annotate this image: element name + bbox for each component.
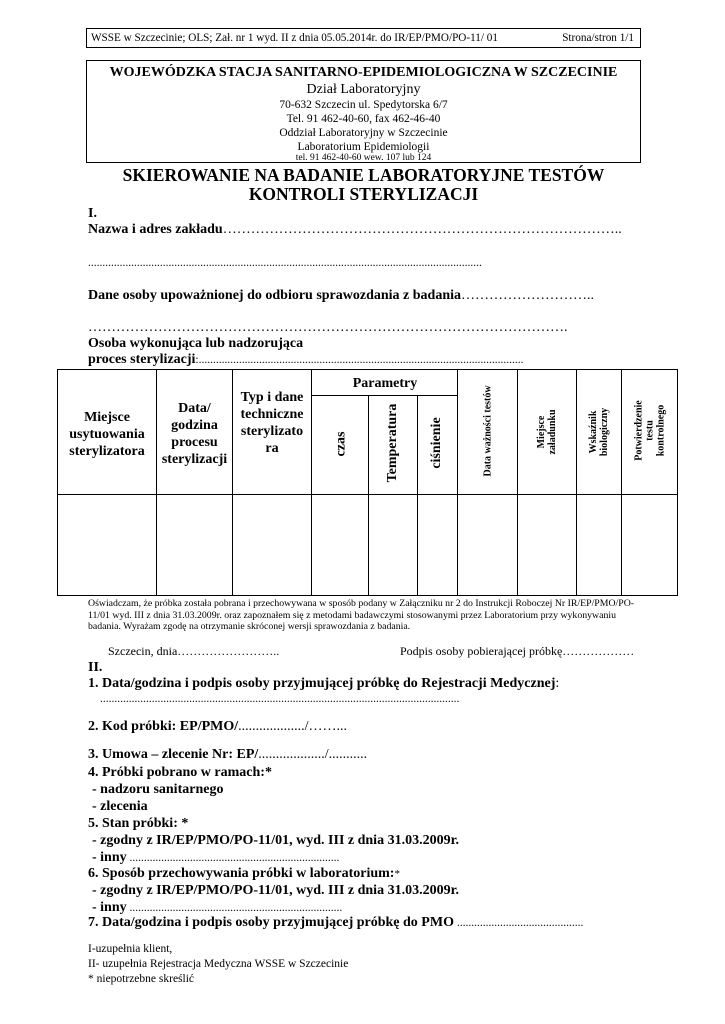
person-dots-line2[interactable]: ………………………………………………………………………………………….: [88, 320, 568, 335]
sampler-signature-field[interactable]: Podpis osoby pobierającej próbkę………………: [400, 644, 635, 658]
item5-option-other[interactable]: [92, 850, 339, 866]
item4-label: 4. Próbki pobrano w ramach:*: [88, 765, 272, 780]
item1-colon: :: [555, 676, 560, 691]
col-bio: Wskaźnik biologiczny: [588, 407, 610, 457]
col-confirm: [634, 390, 667, 472]
facility-dots-line2[interactable]: .........................................................................................................................................: [88, 257, 482, 269]
cell-loading[interactable]: [518, 495, 576, 595]
item5-label: 5. Stan próbki: *: [88, 816, 189, 831]
document-reference-bar: [86, 28, 641, 48]
cell-bio[interactable]: [577, 495, 621, 595]
cell-location[interactable]: [58, 495, 156, 595]
param-temperature: Temperatura: [385, 403, 400, 483]
item3-dots: .................../...........: [258, 747, 368, 762]
cell-date[interactable]: [157, 495, 232, 595]
section1-label: I.: [88, 206, 97, 221]
cell-type[interactable]: [233, 495, 311, 595]
operator-label-1: Osoba wykonująca lub nadzorująca: [88, 336, 304, 351]
item7-dots: ............................................: [453, 917, 584, 929]
operator-dots: :.................................................................................................................: [195, 354, 524, 366]
item3-row[interactable]: [88, 747, 367, 763]
lab-name: Laboratorium Epidemiologii: [297, 141, 430, 153]
person-dots: ………………………..: [461, 288, 595, 303]
col-confirm-line1: Potwierdzenie: [633, 400, 645, 461]
declaration-text: Oświadczam, że próbka została pobrana i przechowywana w sposób podany w Załączniku nr 2 do Instrukcji Roboczej Nr IR/EP/PMO/PO-11/01 wyd. III z dnia 31.03.2009r. oraz zapoznałem się z metodami badawczymi stosowanymi przez Laboratorium przy wykonywaniu badania. Wyrażam zgodę na otrzymanie skróconej wersji sprawozdania z badania.: [88, 598, 635, 633]
item6-option-compliant[interactable]: - zgodny z IR/EP/PMO/PO-11/01, wyd. III z dnia 31.03.2009r.: [92, 883, 460, 898]
footer-line3: * niepotrzebne skreślić: [88, 973, 195, 985]
section2-label: II.: [88, 660, 103, 675]
item5-other-label: - inny: [92, 850, 127, 865]
department-name: Dział Laboratoryjny: [306, 82, 421, 97]
item6-other-dots: ..........................................................................: [126, 902, 343, 914]
sterilization-table: [57, 369, 678, 596]
col-expiry: Data ważności testów: [482, 385, 494, 477]
cell-time[interactable]: [312, 495, 368, 595]
address: 70-632 Szczecin ul. Spedytorska 6/7: [279, 99, 448, 111]
facility-label: Nazwa i adres zakładu: [88, 222, 223, 237]
item6-other-label: - inny: [92, 900, 127, 915]
item7-row[interactable]: [88, 915, 583, 931]
item6-star: *: [394, 868, 400, 880]
page-number: Strona/stron 1/1: [562, 32, 634, 44]
person-row[interactable]: [88, 288, 594, 304]
item2-dots: .................../……...: [238, 719, 348, 734]
form-title: [86, 166, 641, 204]
item1-row: [88, 676, 559, 692]
item1-label: 1. Data/godzina i podpis osoby przyjmującej próbkę do Rejestracji Medycznej: [88, 676, 556, 691]
cell-pressure[interactable]: [418, 495, 457, 595]
item4-option-supervision[interactable]: - nadzoru sanitarnego: [92, 782, 224, 797]
institution-header: [86, 60, 641, 163]
branch-name: Oddział Laboratoryjny w Szczecinie: [279, 127, 448, 139]
institution-name: WOJEWÓDZKA STACJA SANITARNO-EPIDEMIOLOGICZNA W SZCZECINIE: [109, 65, 618, 80]
item1-dots[interactable]: .............................................................................................................................: [100, 693, 460, 705]
facility-dots: …………………………………………………………………………..: [222, 222, 622, 237]
item7-label: 7. Data/godzina i podpis osoby przyjmującej próbkę do PMO: [88, 915, 454, 930]
lab-phone: tel. 91 462-40-60 wew. 107 lub 124: [295, 153, 432, 163]
item6-option-other[interactable]: [92, 900, 342, 916]
cell-expiry[interactable]: [458, 495, 517, 595]
item5-option-compliant[interactable]: - zgodny z IR/EP/PMO/PO-11/01, wyd. III z dnia 31.03.2009r.: [92, 833, 460, 848]
item6-label: 6. Sposób przechowywania próbki w laboratorium:: [88, 866, 395, 881]
item3-label: 3. Umowa – zlecenie Nr: EP/: [88, 747, 259, 762]
city-date-field[interactable]: Szczecin, dnia……………………..: [108, 644, 280, 658]
col-date: Data/ godzina procesu sterylizacji: [161, 401, 228, 467]
phone: Tel. 91 462-40-60, fax 462-46-40: [286, 113, 441, 125]
item4-option-order[interactable]: - zlecenia: [92, 799, 148, 814]
footer-line2: II- uzupełnia Rejestracja Medyczna WSSE w Szczecinie: [88, 958, 349, 970]
facility-row[interactable]: [88, 222, 622, 238]
document-reference: WSSE w Szczecinie; OLS; Zał. nr 1 wyd. II z dnia 05.05.2014r. do IR/EP/PMO/PO-11/ 01: [91, 32, 498, 44]
item2-row[interactable]: [88, 719, 347, 735]
col-type: Typ i dane techniczne sterylizato ra: [240, 390, 304, 456]
item5-other-dots: .........................................................................: [126, 852, 340, 864]
person-label: Dane osoby upoważnionej do odbioru sprawozdania z badania: [88, 288, 462, 303]
footer-line1: I-uzupełnia klient,: [88, 943, 173, 955]
col-confirm-line3: kontrolnego: [655, 404, 667, 457]
item2-label: 2. Kod próbki: EP/PMO/: [88, 719, 239, 734]
param-pressure: ciśnienie: [429, 417, 444, 469]
cell-confirm[interactable]: [622, 495, 677, 595]
operator-row[interactable]: [88, 352, 524, 368]
parameters-header: Parametry: [352, 376, 418, 391]
col-confirm-line2: testu: [644, 420, 656, 441]
cell-temperature[interactable]: [369, 495, 417, 595]
col-location: Miejsce usytuowania sterylizatora: [69, 410, 145, 459]
form-title-line2: KONTROLI STERYLIZACJI: [248, 184, 479, 204]
form-title-line1: SKIEROWANIE NA BADANIE LABORATORYJNE TESTÓW: [122, 165, 605, 185]
operator-label-2: proces sterylizacji: [88, 352, 196, 367]
param-time: czas: [333, 431, 349, 457]
item6-row: [88, 866, 400, 882]
col-loading: Miejsce załadunku: [536, 409, 558, 455]
